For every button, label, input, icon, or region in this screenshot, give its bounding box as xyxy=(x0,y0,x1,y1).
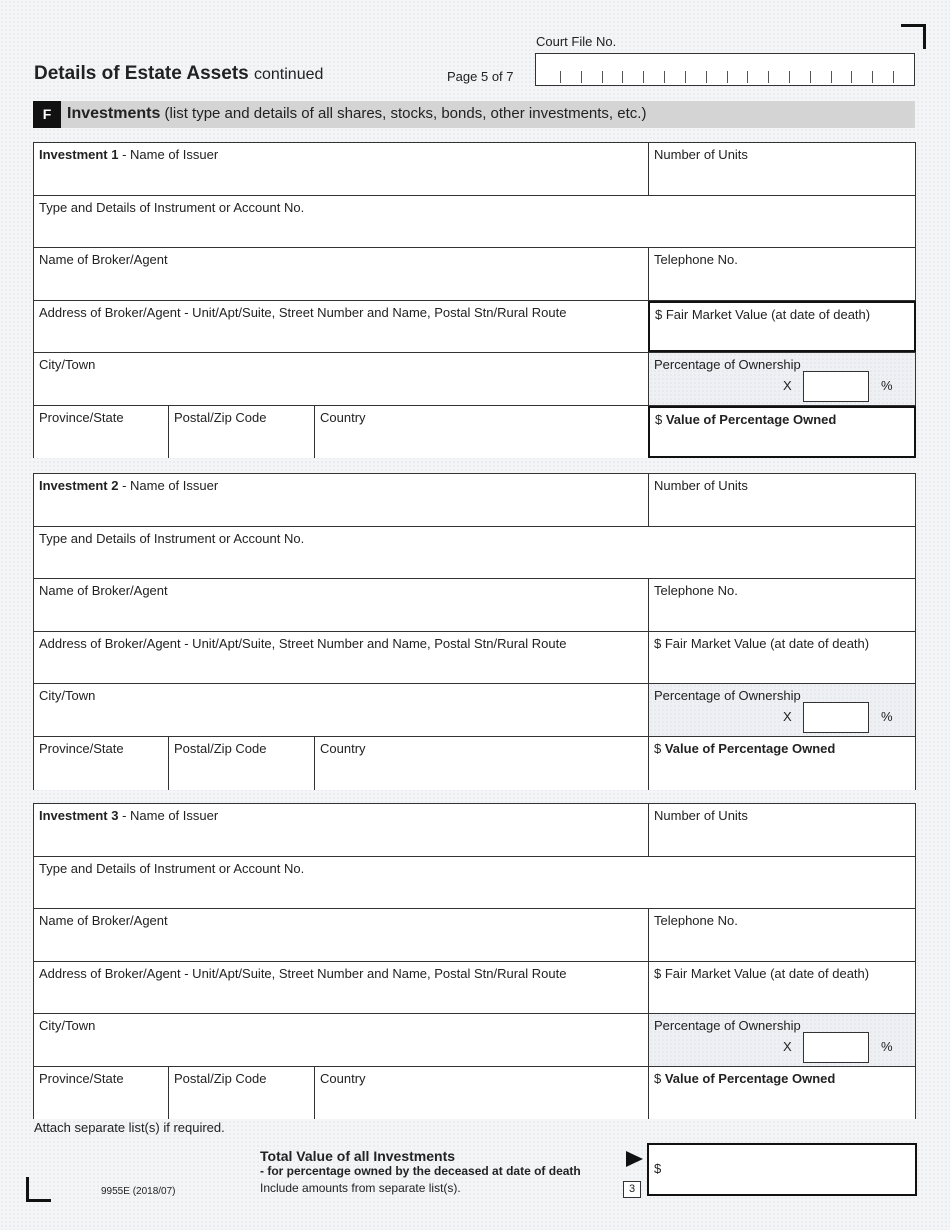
court-file-label: Court File No. xyxy=(536,34,617,49)
country-field[interactable]: Country xyxy=(315,1067,649,1119)
units-field[interactable]: Number of Units xyxy=(649,143,915,195)
type-details-field[interactable]: Type and Details of Instrument or Account No. xyxy=(34,527,915,578)
percentage-ownership-cell: Percentage of Ownership X % xyxy=(649,684,915,736)
postal-field[interactable]: Postal/Zip Code xyxy=(169,406,315,458)
total-value-input[interactable] xyxy=(647,1143,917,1196)
total-subtitle: - for percentage owned by the deceased at date of death xyxy=(260,1164,581,1178)
province-field[interactable]: Province/State xyxy=(34,406,169,458)
province-field[interactable]: Province/State xyxy=(34,737,169,790)
telephone-field[interactable]: Telephone No. xyxy=(649,909,915,961)
broker-address-field[interactable]: Address of Broker/Agent - Unit/Apt/Suite, Street Number and Name, Postal Stn/Rural Route xyxy=(34,301,649,352)
value-owned-field[interactable]: $ Value of Percentage Owned xyxy=(649,737,915,790)
issuer-name-field[interactable]: Investment 2 - Name of Issuer xyxy=(34,474,649,526)
value-owned-field[interactable]: $ Value of Percentage Owned xyxy=(649,1067,915,1119)
fair-market-value-field[interactable]: $ Fair Market Value (at date of death) xyxy=(648,301,916,352)
issuer-name-field[interactable]: Investment 3 - Name of Issuer xyxy=(34,804,649,856)
telephone-field[interactable]: Telephone No. xyxy=(649,579,915,631)
section-header xyxy=(33,101,915,128)
broker-name-field[interactable]: Name of Broker/Agent xyxy=(34,909,649,961)
province-field[interactable]: Province/State xyxy=(34,1067,169,1119)
country-field[interactable]: Country xyxy=(315,737,649,790)
issuer-name-field[interactable]: Investment 1 - Name of Issuer xyxy=(34,143,649,195)
investment-block-1 xyxy=(33,142,916,458)
form-number: 9955E (2018/07) xyxy=(101,1186,176,1197)
percentage-input[interactable] xyxy=(803,371,869,402)
investment-block-2 xyxy=(33,473,916,790)
corner-mark-bottom-left xyxy=(26,1177,51,1202)
reference-number: 3 xyxy=(623,1181,641,1198)
total-include-note: Include amounts from separate list(s). xyxy=(260,1181,461,1195)
attach-note: Attach separate list(s) if required. xyxy=(34,1120,225,1135)
court-file-ticks xyxy=(560,71,894,83)
corner-mark-top-right xyxy=(901,24,926,49)
broker-name-field[interactable]: Name of Broker/Agent xyxy=(34,579,649,631)
court-file-input[interactable] xyxy=(535,53,915,86)
value-owned-field[interactable]: $ Value of Percentage Owned xyxy=(648,406,916,458)
broker-address-field[interactable]: Address of Broker/Agent - Unit/Apt/Suite, Street Number and Name, Postal Stn/Rural Route xyxy=(34,962,649,1013)
type-details-field[interactable]: Type and Details of Instrument or Account No. xyxy=(34,196,915,247)
page-title: Details of Estate Assets continued xyxy=(34,63,324,84)
broker-name-field[interactable]: Name of Broker/Agent xyxy=(34,248,649,300)
investment-block-3 xyxy=(33,803,916,1119)
section-letter: F xyxy=(33,101,61,128)
units-field[interactable]: Number of Units xyxy=(649,474,915,526)
broker-address-field[interactable]: Address of Broker/Agent - Unit/Apt/Suite, Street Number and Name, Postal Stn/Rural Route xyxy=(34,632,649,683)
postal-field[interactable]: Postal/Zip Code xyxy=(169,737,315,790)
city-field[interactable]: City/Town xyxy=(34,353,649,405)
percentage-input[interactable] xyxy=(803,702,869,733)
postal-field[interactable]: Postal/Zip Code xyxy=(169,1067,315,1119)
country-field[interactable]: Country xyxy=(315,406,649,458)
dollar-sign: $ xyxy=(654,1161,662,1176)
percentage-ownership-cell: Percentage of Ownership X % xyxy=(649,353,915,405)
page-number: Page 5 of 7 xyxy=(447,69,514,84)
city-field[interactable]: City/Town xyxy=(34,1014,649,1066)
city-field[interactable]: City/Town xyxy=(34,684,649,736)
percentage-ownership-cell: Percentage of Ownership X % xyxy=(649,1014,915,1066)
units-field[interactable]: Number of Units xyxy=(649,804,915,856)
percentage-input[interactable] xyxy=(803,1032,869,1063)
fair-market-value-field[interactable]: $ Fair Market Value (at date of death) xyxy=(649,632,915,683)
total-title: Total Value of all Investments xyxy=(260,1148,456,1164)
fair-market-value-field[interactable]: $ Fair Market Value (at date of death) xyxy=(649,962,915,1013)
section-title: Investments (list type and details of all shares, stocks, bonds, other investments, etc.) xyxy=(67,105,647,122)
arrow-right-icon xyxy=(626,1151,643,1167)
telephone-field[interactable]: Telephone No. xyxy=(649,248,915,300)
type-details-field[interactable]: Type and Details of Instrument or Account No. xyxy=(34,857,915,908)
